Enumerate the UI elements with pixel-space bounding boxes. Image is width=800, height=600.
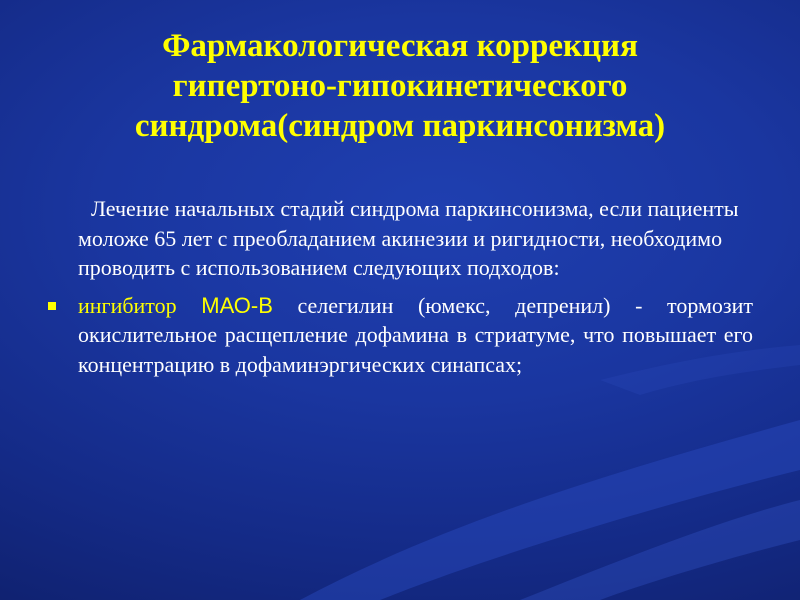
bullet-item	[48, 291, 753, 380]
slide-body	[48, 194, 753, 379]
slide-title	[40, 26, 760, 146]
bullet-text: селегилин (юмекс, депренил) - тормозит окислительное расщепление дофамина в стриатуме, что повышает его концентрацию в дофаминэргических синапсах;	[78, 292, 754, 377]
title-line-3: синдрома(синдром паркинсонизма)	[134, 108, 666, 144]
bullet-term: ингибитор	[78, 292, 177, 318]
square-bullet-icon	[48, 302, 56, 310]
title-line-1: Фармакологическая коррекция	[162, 28, 638, 64]
intro-paragraph: Лечение начальных стадий синдрома паркинсонизма, если пациенты моложе 65 лет с преобладанием акинезии и ригидности, необходимо проводить с использованием следующих подходов:	[78, 196, 739, 280]
bullet-abbrev: МАО-В	[201, 292, 273, 318]
title-line-2: гипертоно-гипокинетического	[172, 68, 628, 104]
